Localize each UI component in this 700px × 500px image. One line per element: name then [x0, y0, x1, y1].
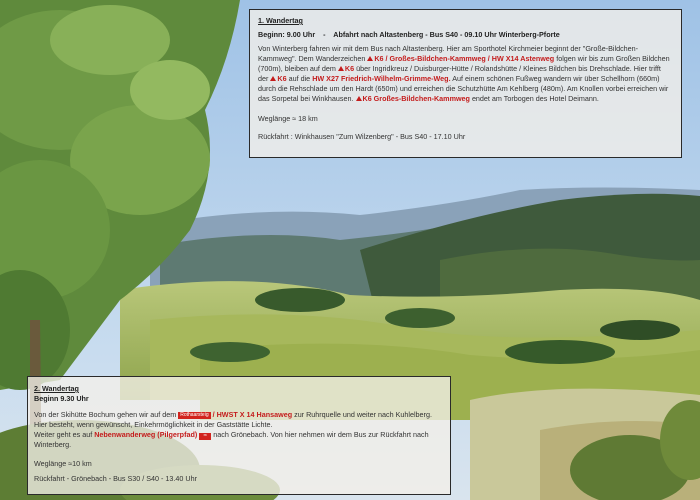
- pilgrim-path-icon: ≈: [199, 433, 211, 440]
- tour2-return: Rückfahrt - Grönebach - Bus S30 / S40 - 13.40 Uhr: [34, 474, 197, 483]
- tour2-description: Von der Skihütte Bochum gehen wir auf dem Rothaarsteig / HWST X 14 Hansaweg zur Ruhrquelle und weiter nach Kuhlelberg. Hier besteht, wenn gewünscht, Einkehrmöglichkeit in der Gaststätte Lichte. Weiter geht es auf Nebenwanderweg (Pilgerpfad) ≈ nach Grönebach. Von hier nehmen wir dem Bus zur Rückfahrt nach Winterberg.: [34, 410, 432, 449]
- tour1-separator: -: [323, 30, 326, 39]
- tour1-return: Rückfahrt : Winkhausen "Zum Wilzenberg" - Bus S40 - 17.10 Uhr: [258, 132, 466, 141]
- tour-day-1-panel: [249, 9, 682, 158]
- tour1-length: Weglänge ≈ 18 km: [258, 114, 318, 123]
- trail-marker-icon: [356, 96, 362, 101]
- rothaarsteig-badge: Rothaarsteig: [180, 412, 209, 418]
- tour1-description: Von Winterberg fahren wir mit dem Bus nach Altastenberg. Hier am Sporthotel Kirchmeier beginnt der "Große-Bildchen-Kammweg". Dem Wanderzeichen K6 / Großes-Bildchen-Kammweg / HW X14 Astenweg folgen wir bis zum Großen Bildchen (700m), bleiben auf dem K6 über Ingridkreuz / Duisburger-Hütte / Rolandshütte / Kleines Bildchen bis Drehschlade. Hier trifft der K6 auf die HW X27 Friedrich-Wilhelm-Grimme-Weg. Auf einem schönen Fußweg wandern wir über Schellhorn (660m) durch die Rehschlade um den Hardt (650m) und erreichen die Schutzhütte Am Kehlberg (480m). Am Knollen vorbei erreichen wir das Sorpetal bei Winkhausen. K6 Großes-Bildchen-Kammweg endet am Torbogen des Hotel Deimann.: [258, 44, 670, 103]
- trail-marker-icon: [270, 76, 276, 81]
- tour2-title: 2. Wandertag: [34, 384, 79, 393]
- tour2-length: Weglänge ≈10 km: [34, 459, 92, 468]
- tour2-start-time: Beginn 9.30 Uhr: [34, 394, 89, 403]
- trail-marker-icon: [367, 56, 373, 61]
- tour1-departure: Abfahrt nach Altastenberg - Bus S40 - 09.10 Uhr Winterberg-Pforte: [333, 30, 560, 39]
- tour-day-2-panel: [27, 376, 451, 495]
- tour1-title: 1. Wandertag: [258, 16, 303, 25]
- tour1-start-time: Beginn: 9.00 Uhr: [258, 30, 316, 39]
- trail-marker-icon: [338, 66, 344, 71]
